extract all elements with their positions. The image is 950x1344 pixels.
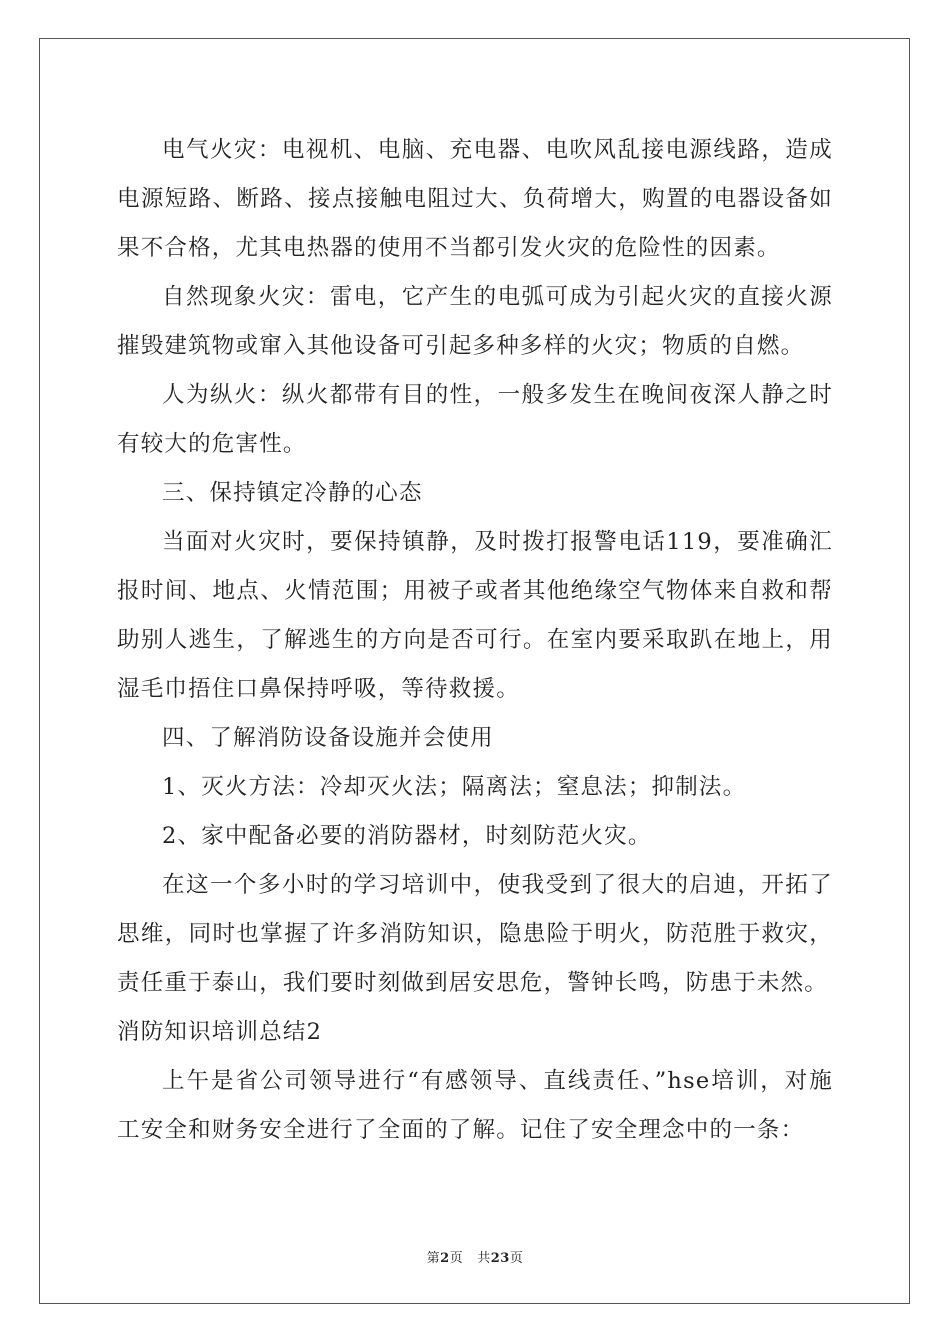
page-prefix: 第 [426, 1251, 441, 1266]
document-body [117, 126, 833, 1155]
page-current: 2 [440, 1251, 450, 1266]
paragraph-natural-fire: 自然现象火灾：雷电，它产生的电弧可成为引起火灾的直接火源摧毁建筑物或窜入其他设备可引起多种多样的火灾；物质的自燃。 [117, 284, 833, 359]
list-item-extinguish-methods: 1、灭火方法：冷却灭火法；隔离法；窒息法；抑制法。 [162, 774, 747, 800]
section-heading-equipment: 四、了解消防设备设施并会使用 [162, 725, 494, 751]
total-unit: 页 [509, 1251, 524, 1266]
paragraph-hse-training: 上午是省公司领导进行“有感领导、直线责任、”hse培训，对施工安全和财务安全进行了全面的了解。记住了安全理念中的一条： [117, 1068, 833, 1143]
page-total: 23 [490, 1251, 510, 1266]
paragraph-facing-fire: 当面对火灾时，要保持镇静，及时拨打报警电话119，要准确汇报时间、地点、火情范围；用被子或者其他绝缘空气物体来自救和帮助别人逃生，了解逃生的方向是否可行。在室内要采取趴在地上，用湿毛巾捂住口鼻保持呼吸，等待救援。 [117, 529, 833, 702]
paragraph-arson: 人为纵火：纵火都带有目的性，一般多发生在晚间夜深人静之时有较大的危害性。 [117, 382, 833, 457]
page-unit: 页 [449, 1251, 464, 1266]
list-item-home-equipment: 2、家中配备必要的消防器材，时刻防范火灾。 [162, 823, 652, 849]
article-title: 消防知识培训总结2 [117, 1019, 323, 1045]
total-prefix: 共 [477, 1251, 491, 1266]
paragraph-training-reflection: 在这一个多小时的学习培训中，使我受到了很大的启迪，开拓了思维，同时也掌握了许多消防知识，隐患险于明火，防范胜于救灾，责任重于泰山，我们要时刻做到居安思危，警钟长鸣，防患于未然。 [117, 872, 833, 996]
page-footer [0, 1247, 950, 1266]
paragraph-electrical-fire: 电气火灾：电视机、电脑、充电器、电吹风乱接电源线路，造成电源短路、断路、接点接触电阻过大、负荷增大，购置的电器设备如果不合格，尤其电热器的使用不当都引发火灾的危险性的因素。 [117, 137, 833, 261]
section-heading-stay-calm: 三、保持镇定冷静的心态 [162, 480, 423, 506]
